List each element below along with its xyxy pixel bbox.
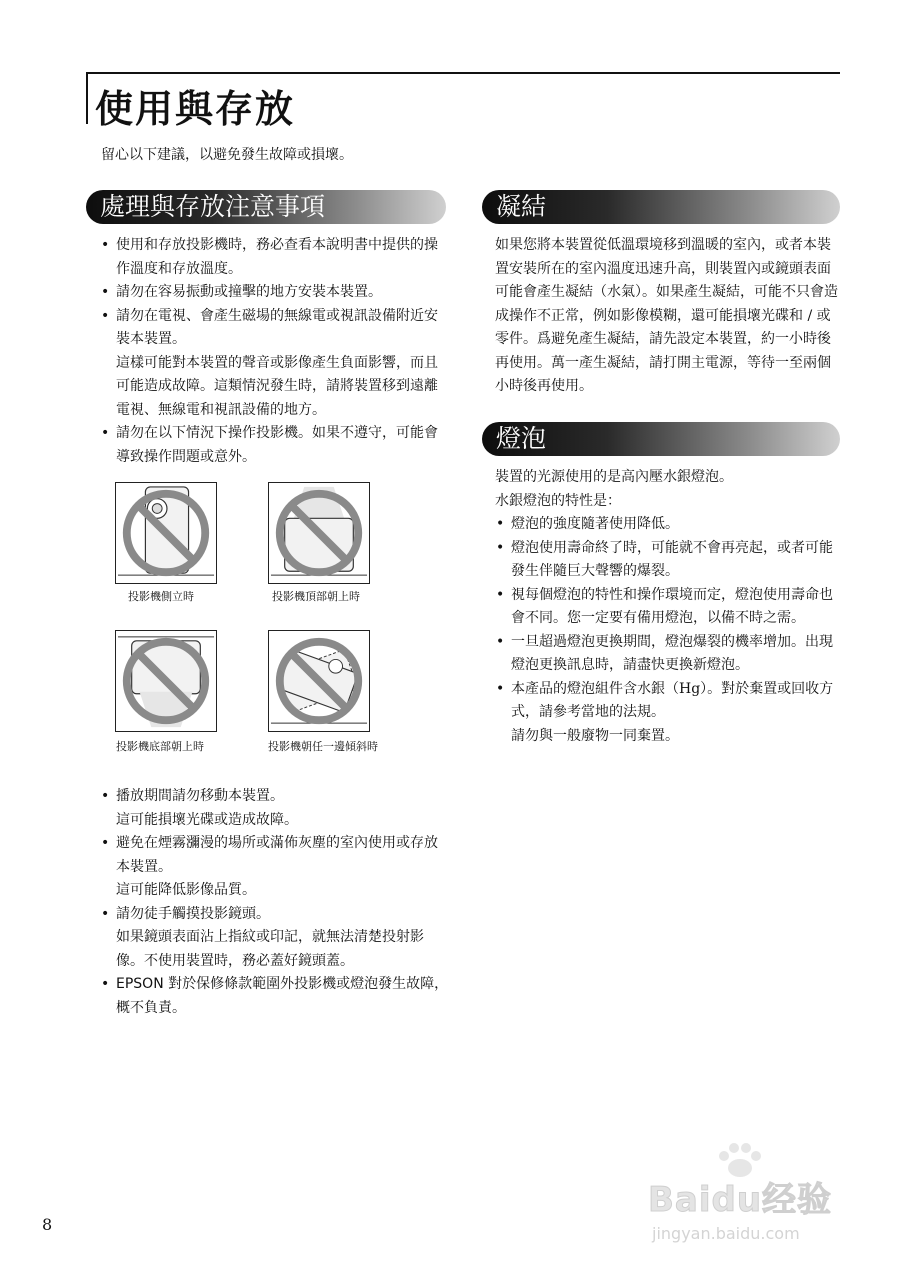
figure-projector-on-side [115, 482, 217, 584]
list-item: • 視每個燈泡的特性和操作環境而定，燈泡使用壽命也會不同。您一定要有備用燈泡，以備不時之需。 [495, 584, 840, 631]
list-item: • 燈泡使用壽命終了時，可能就不會再亮起，或者可能發生伴隨巨大聲響的爆裂。 [495, 537, 840, 584]
condensation-body [495, 234, 840, 399]
figure-projector-top-up [268, 482, 370, 584]
lamp-intro: 水銀燈泡的特性是： [495, 492, 621, 509]
watermark-url: jingyan.baidu.com [652, 1224, 800, 1243]
page-title: 使用與存放 [95, 87, 296, 131]
lamp-body [495, 466, 840, 748]
list-item: • 燈泡的強度隨著使用降低。 [495, 513, 840, 537]
list-item: • 播放期間請勿移動本裝置。 [100, 785, 450, 809]
figure-caption: 投影機底部朝上時 [116, 740, 204, 753]
handling-list-bottom [100, 785, 450, 1020]
list-item-note: 這可能降低影像品質。 [116, 882, 256, 898]
list-item: • EPSON 對於保修條款範圍外投影機或燈泡發生故障，概不負責。 [100, 973, 450, 1020]
list-item: • 使用和存放投影機時，務必查看本說明書中提供的操作溫度和存放溫度。 [100, 234, 450, 281]
lamp-closing: 請勿與一般廢物一同棄置。 [511, 727, 679, 744]
page-subtitle: 留心以下建議，以避免發生故障或損壞。 [101, 147, 353, 163]
list-item: • 請勿在容易振動或撞擊的地方安裝本裝置。 [100, 281, 450, 305]
list-item: • 請勿在以下情況下操作投影機。如果不遵守，可能會導致操作問題或意外。 [100, 422, 450, 469]
list-item-note: 這可能損壞光碟或造成故障。 [116, 811, 298, 828]
figure-caption: 投影機側立時 [128, 590, 194, 603]
list-item: • 避免在煙霧瀰漫的場所或滿佈灰塵的室內使用或存放本裝置。 [100, 832, 450, 879]
figure-projector-bottom-up [115, 630, 217, 732]
list-item: • 請勿在電視、會產生磁場的無線電或視訊設備附近安裝本裝置。 [100, 305, 450, 352]
list-item: • 一旦超過燈泡更換期間，燈泡爆裂的機率增加。出現燈泡更換訊息時，請盡快更換新燈泡。 [495, 631, 840, 678]
baidu-watermark [640, 1140, 860, 1250]
lamp-intro: 裝置的光源使用的是高內壓水銀燈泡。 [495, 469, 733, 485]
prohibited-bottom-up-icon [116, 631, 216, 731]
watermark-logo: Baidu经验 [648, 1180, 833, 1220]
figure-projector-tilted [268, 630, 370, 732]
figure-caption: 投影機頂部朝上時 [272, 590, 360, 603]
list-item: • 請勿徒手觸摸投影鏡頭。 [100, 903, 450, 927]
list-item-note: 這樣可能對本裝置的聲音或影像產生負面影響，而且可能造成故障。這類情況發生時，請將裝置移到遠離電視、無線電和視訊設備的地方。 [116, 354, 438, 418]
section-header-condensation: 凝結 [482, 190, 840, 224]
handling-list-top [100, 234, 450, 469]
list-item: • 本產品的燈泡組件含水銀（Hg）。對於棄置或回收方式，請參考當地的法規。 [495, 678, 840, 725]
prohibited-side-icon [116, 483, 216, 583]
figure-caption: 投影機朝任一邊傾斜時 [268, 740, 378, 753]
page-number: 8 [42, 1215, 53, 1234]
list-item-note: 如果鏡頭表面沾上指紋或印記，就無法清楚投射影像。不使用裝置時，務必蓋好鏡頭蓋。 [116, 929, 424, 969]
prohibited-tilted-icon [269, 631, 369, 731]
section-header-lamp: 燈泡 [482, 422, 840, 456]
prohibited-top-up-icon [269, 483, 369, 583]
condensation-paragraph: 如果您將本裝置從低溫環境移到溫暖的室內，或者本裝置安裝所在的室內溫度迅速升高，則裝置內或鏡頭表面可能會產生凝結（水氣）。如果產生凝結，可能不只會造成操作不正常，例如影像模糊，還可能損壞光碟和 / 或零件。爲避免產生凝結，請先設定本裝置，約一小時後再使用。萬一產生凝結，請打開主電源，等待一至兩個小時後再使用。 [495, 237, 838, 394]
section-header-handling: 處理與存放注意事項 [86, 190, 446, 224]
